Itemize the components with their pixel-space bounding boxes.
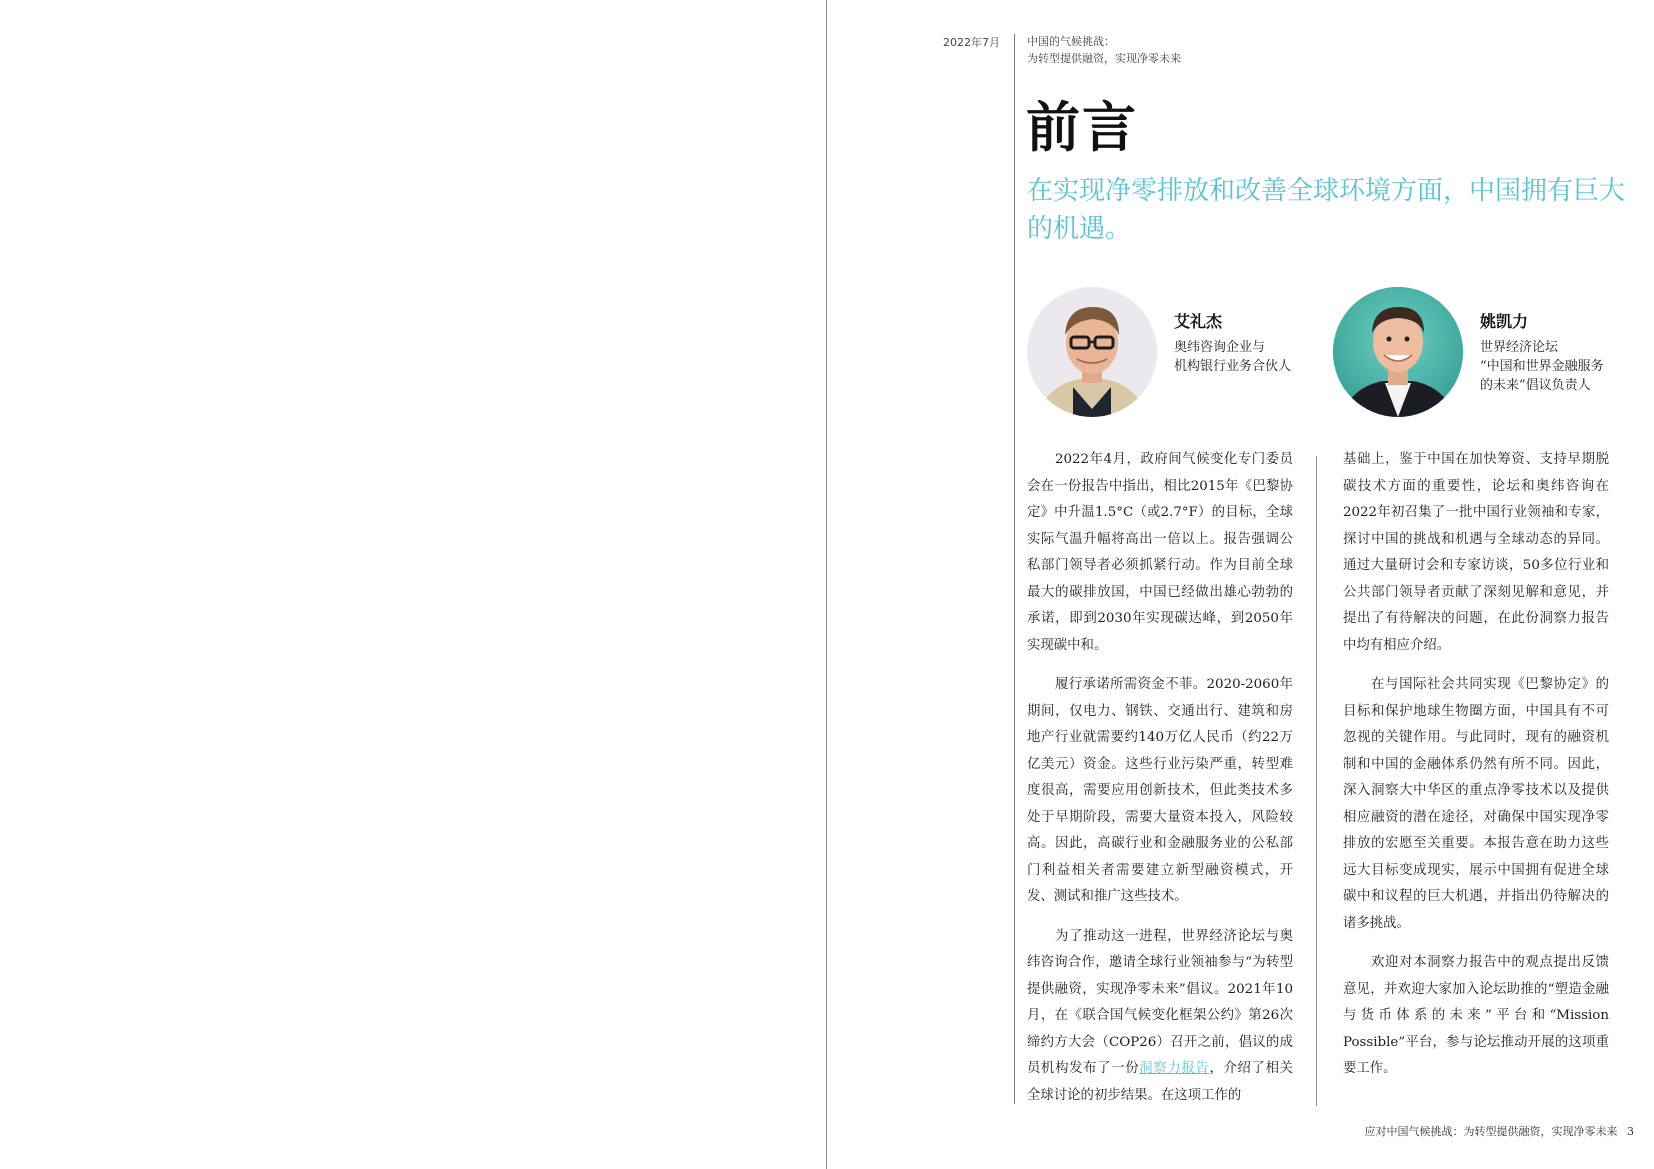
author-role-2 <box>1480 338 1604 395</box>
avatar-photo-1 <box>1027 287 1157 417</box>
subtitle: 在实现净零排放和改善全球环境方面，中国拥有巨大的机遇。 <box>1027 176 1626 244</box>
body-paragraph-6: 欢迎对本洞察力报告中的观点提出反馈意见，并欢迎大家加入论坛助推的“塑造金融与货币体系的未来”平台和“Mission Possible”平台，参与论坛推动开展的这项重要工作。 <box>1343 955 1609 1076</box>
margin-rule <box>1014 34 1015 1104</box>
body-paragraph-3 <box>1027 924 1293 1110</box>
body-paragraph-3-tail: ，介绍了相关全球讨论的初步结果。在这项工作的 <box>1027 1061 1294 1103</box>
body-paragraph-1: 2022年4月，政府间气候变化专门委员会在一份报告中指出，相比2015年《巴黎协定》中升温1.5°C（或2.7°F）的目标，全球实际气温升幅将高出一倍以上。报告强调公私部门领导者必须抓紧行动。作为目前全球最大的碳排放国，中国已经做出雄心勃勃的承诺，即到2030年实现碳达峰，到2050年实现碳中和。 <box>1027 452 1293 653</box>
author-card-2 <box>1333 287 1623 422</box>
page-spine <box>826 0 827 1169</box>
author-role-1-line2: 机构银行业务合伙人 <box>1174 359 1292 374</box>
author-role-1 <box>1174 338 1291 376</box>
body-paragraph-3-text: 为了推动这一进程，世界经济论坛与奥纬咨询合作，邀请全球行业领袖参与“为转型提供融资，实现净零未来”倡议。2021年10月，在《联合国气候变化框架公约》第26次缔约方大会（COP26）召开之前，倡议的成员机构发布了一份 <box>1027 928 1293 1076</box>
insight-report-link[interactable]: 洞察力报告 <box>1139 1061 1210 1076</box>
author-role-2-line1: 世界经济论坛 <box>1480 340 1559 355</box>
author-name-1: 艾礼杰 <box>1174 312 1223 331</box>
footer-title: 应对中国气候挑战：为转型提供融资，实现净零未来 <box>1364 1125 1618 1138</box>
page-title: 前言 <box>1026 95 1138 159</box>
column-divider <box>1316 456 1317 1106</box>
body-paragraph-2: 履行承诺所需资金不菲。2020-2060年期间，仅电力、钢铁、交通出行、建筑和房地产行业就需要约140万亿人民币（约22万亿美元）资金。这些行业污染严重，转型难度很高，需要应用创新技术，但此类技术多处于早期阶段，需要大量资本投入，风险较高。因此，高碳行业和金融服务业的公私部门利益相关者需要建立新型融资模式，开发、测试和推广这些技术。 <box>1027 677 1293 904</box>
avatar-photo-2 <box>1333 287 1463 417</box>
header-title-line1: 中国的气候挑战： <box>1027 35 1115 48</box>
author-role-1-line1: 奥纬咨询企业与 <box>1174 340 1266 355</box>
body-paragraph-4: 基础上，鉴于中国在加快筹资、支持早期脱碳技术方面的重要性，论坛和奥纬咨询在2022年初召集了一批中国行业领袖和专家，探讨中国的挑战和机遇与全球动态的异同。通过大量研讨会和专家访谈，50多位行业和公共部门领导者贡献了深刻见解和意见，并提出了有待解决的问题，在此份洞察力报告中均有相应介绍。 <box>1343 452 1609 653</box>
page-number: 3 <box>1627 1125 1634 1138</box>
author-name-2: 姚凯力 <box>1480 312 1529 331</box>
author-role-2-line2: “中国和世界金融服务 <box>1480 359 1604 374</box>
body-column-left <box>1027 447 1293 1122</box>
header-date: 2022年7月 <box>943 36 1000 49</box>
body-column-right <box>1343 447 1609 1096</box>
header-title-line2: 为转型提供融资，实现净零未来 <box>1027 52 1181 65</box>
body-paragraph-5: 在与国际社会共同实现《巴黎协定》的目标和保护地球生物圈方面，中国具有不可忽视的关键作用。与此同时，现有的融资机制和中国的金融体系仍然有所不同。因此，深入洞察大中华区的重点净零技术以及提供相应融资的潜在途径，对确保中国实现净零排放的宏愿至关重要。本报告意在助力这些远大目标变成现实，展示中国拥有促进全球碳中和议程的巨大机遇，并指出仍待解决的诸多挑战。 <box>1343 677 1609 931</box>
author-card-1 <box>1027 287 1307 422</box>
header-title <box>1027 33 1181 67</box>
page-footer <box>1300 1123 1634 1139</box>
author-role-2-line3: 的未来”倡议负责人 <box>1480 378 1591 393</box>
